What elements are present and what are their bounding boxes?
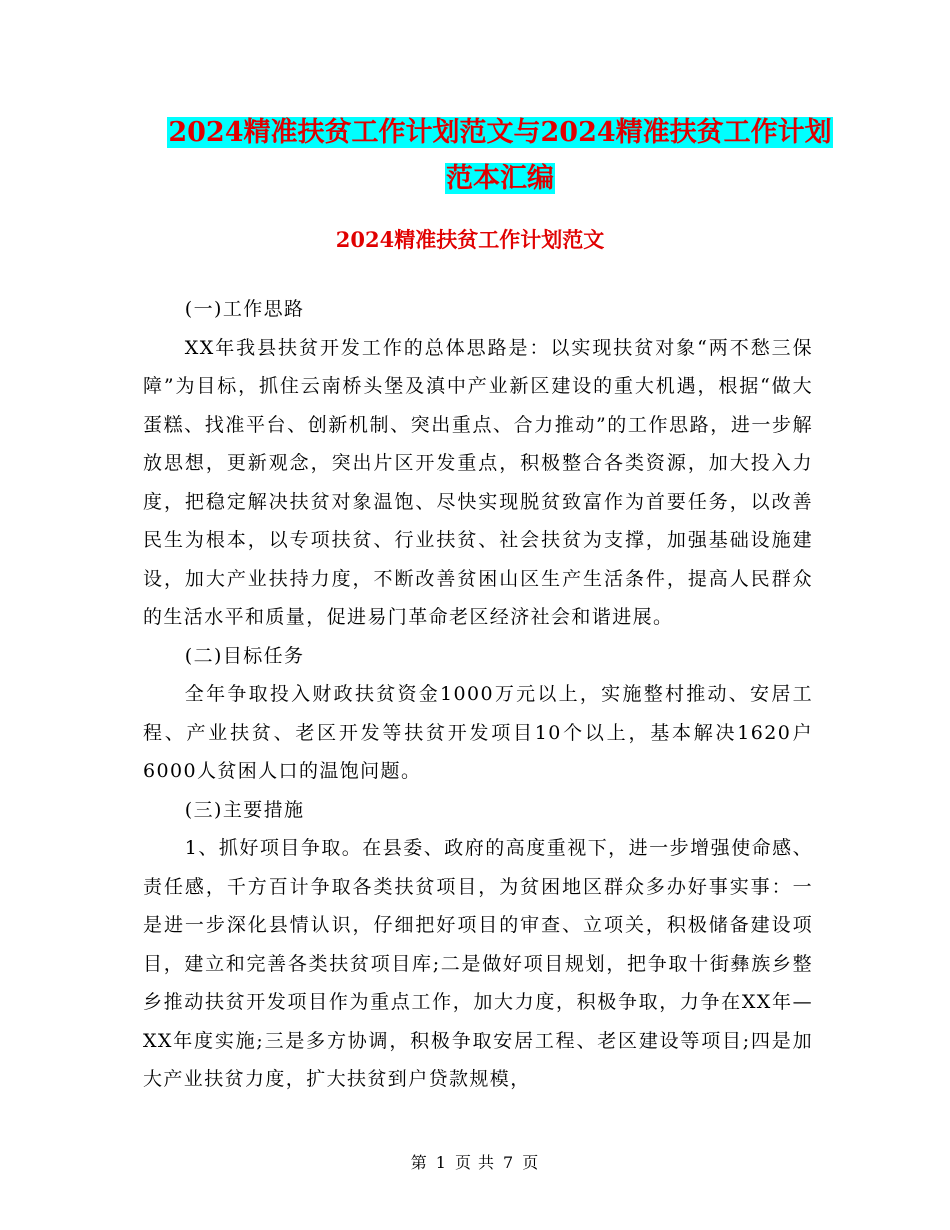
heading-work-ideas: (一)工作思路 <box>184 298 305 320</box>
footer-total-pages: 7 <box>503 1153 515 1172</box>
section-title: 2024精准扶贫工作计划范文 <box>335 227 605 252</box>
footer-page-number: 1 <box>435 1153 447 1172</box>
paragraph-goals: 全年争取投入财政扶贫资金1000万元以上，实施整村推动、安居工程、产业扶贫、老区开发等扶贫开发项目10个以上，基本解决1620户6000人贫困人口的温饱问题。 <box>143 683 813 782</box>
paragraph-work-ideas: XX年我县扶贫开发工作的总体思路是：以实现扶贫对象“两不愁三保障”为目标，抓住云南桥头堡及滇中产业新区建设的重大机遇，根据“做大蛋糕、找准平台、创新机制、突出重点、合力推动”的工作思路，进一步解放思想，更新观念，突出片区开发重点，积极整合各类资源，加大投入力度，把稳定解决扶贫对象温饱、尽快实现脱贫致富作为首要任务，以改善民生为根本，以专项扶贫、行业扶贫、社会扶贫为支撑，加强基础设施建设，加大产业扶持力度，不断改善贫困山区生产生活条件，提高人民群众的生活水平和质量，促进易门革命老区经济社会和谐进展。 <box>143 336 813 628</box>
page-footer <box>0 1150 950 1173</box>
title-line-1: 2024精准扶贫工作计划范文与2024精准扶贫工作计划 <box>168 117 832 148</box>
title-line-2: 范本汇编 <box>446 163 554 194</box>
footer-prefix: 第 <box>410 1153 428 1172</box>
document-title <box>140 110 860 202</box>
heading-goals: (二)目标任务 <box>184 644 305 667</box>
footer-suffix: 页 <box>522 1153 540 1172</box>
paragraph-measures: 1、抓好项目争取。在县委、政府的高度重视下，进一步增强使命感、责任感，千方百计争取各类扶贫项目，为贫困地区群众多办好事实事：一是进一步深化县情认识，仔细把好项目的审查、立项关，积极储备建设项目，建立和完善各类扶贫项目库;二是做好项目规划，把争取十街彝族乡整乡推动扶贫开发项目作为重点工作，加大力度，积极争取，力争在XX年—XX年度实施;三是多方协调，积极争取安居工程、老区建设等项目;四是加大产业扶贫力度，扩大扶贫到户贷款规模， <box>143 837 813 1090</box>
document-body <box>143 290 813 1099</box>
heading-measures: (三)主要措施 <box>184 798 305 821</box>
footer-mid: 页 共 <box>454 1153 496 1172</box>
